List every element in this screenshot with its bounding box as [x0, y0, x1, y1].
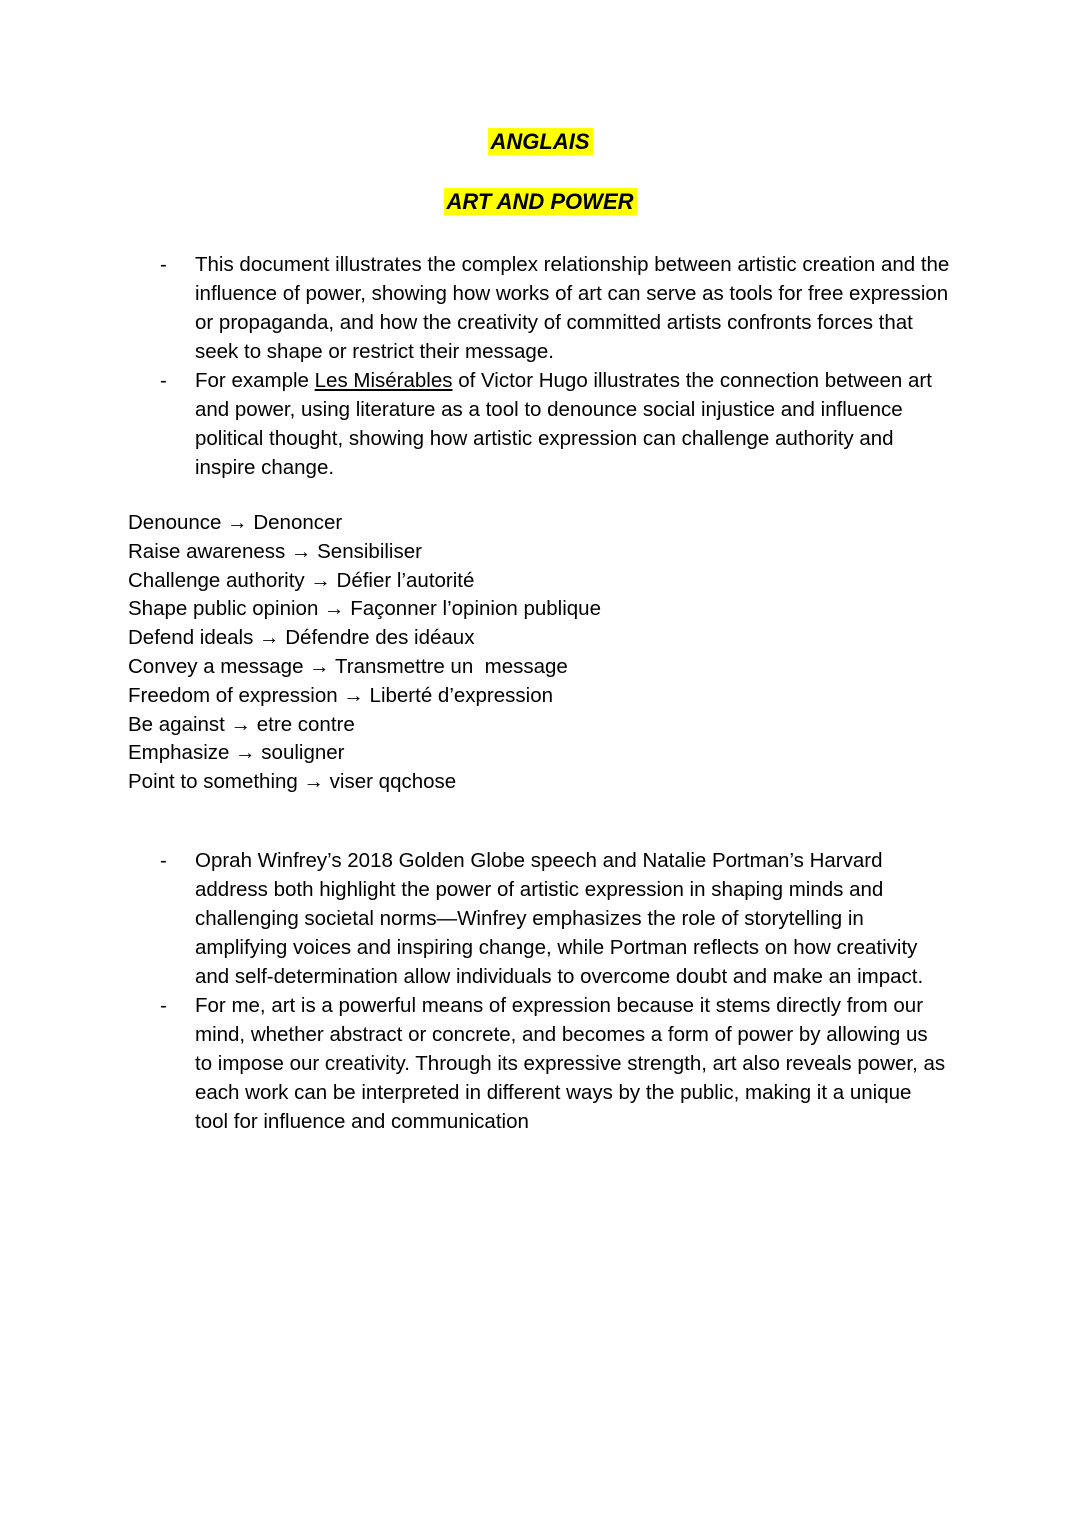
bullet-marker: - — [160, 994, 167, 1017]
list-item-text — [195, 369, 932, 479]
closing-bullet-list — [142, 846, 950, 1136]
list-item-text: Oprah Winfrey’s 2018 Golden Globe speech and Natalie Portman’s Harvard address both highlight the power of artistic expression in shaping minds and challenging societal norms—Winfrey emphasizes the role of storytelling in amplifying voices and inspiring change, while Portman reflects on how creativity and self-determination allow individuals to overcome doubt and make an impact. — [195, 849, 924, 988]
vocabulary-row: Denounce → Denoncer — [128, 511, 343, 534]
main-title-block — [0, 128, 1080, 156]
list-item-text-after: of Victor Hugo illustrates the connection between art and power, using literature as a tool to denounce social injustice and influence political thought, showing how artistic expression can challenge authority and inspire change. — [195, 369, 932, 479]
vocabulary-row: Convey a message → Transmettre un message — [128, 654, 568, 678]
subtitle-block — [0, 188, 1080, 216]
page-subtitle — [0, 188, 1080, 216]
list-item — [142, 250, 950, 366]
bullet-marker: - — [160, 253, 167, 276]
page-title-text: ANGLAIS — [488, 128, 593, 155]
list-item-text-before: This document illustrates the complex relationship between artistic creation and the influence of power, showing how works of art can serve as tools for free expression or propaganda, and how the creativity of committed artists confronts forces that seek to shape or restrict their message. — [195, 253, 950, 363]
page-subtitle-text: ART AND POWER — [444, 188, 637, 215]
intro-bullet-list — [142, 250, 950, 482]
vocabulary-row: Point to something → viser qqchose — [128, 770, 457, 794]
list-item — [142, 366, 950, 482]
underlined-title: Les Misérables — [314, 369, 453, 392]
page-title — [0, 128, 1080, 156]
bullet-marker: - — [160, 849, 167, 872]
list-item-text-before: For example — [195, 369, 315, 392]
list-item — [142, 991, 950, 1136]
vocabulary-list — [128, 509, 601, 797]
list-item — [142, 846, 950, 991]
list-item-text: For me, art is a powerful means of expression because it stems directly from our mind, whether abstract or concrete, and becomes a form of power by allowing us to impose our creativity. Through its expressive strength, art also reveals power, as each work can be interpreted in different ways by the public, making it a unique tool for influence and communication — [195, 994, 946, 1133]
vocabulary-row: Raise awareness → Sensibiliser — [128, 539, 422, 563]
list-item-text — [195, 253, 949, 363]
vocabulary-row: Shape public opinion → Façonner l’opinion publique — [128, 597, 601, 621]
vocabulary-row: Emphasize → souligner — [128, 741, 345, 765]
vocabulary-row: Challenge authority → Défier l’autorité — [128, 568, 475, 592]
vocabulary-row: Be against → etre contre — [128, 712, 355, 736]
bullet-marker: - — [160, 369, 167, 392]
vocabulary-row: Freedom of expression → Liberté d’expression — [128, 683, 554, 707]
vocabulary-row: Defend ideals → Défendre des idéaux — [128, 626, 475, 650]
